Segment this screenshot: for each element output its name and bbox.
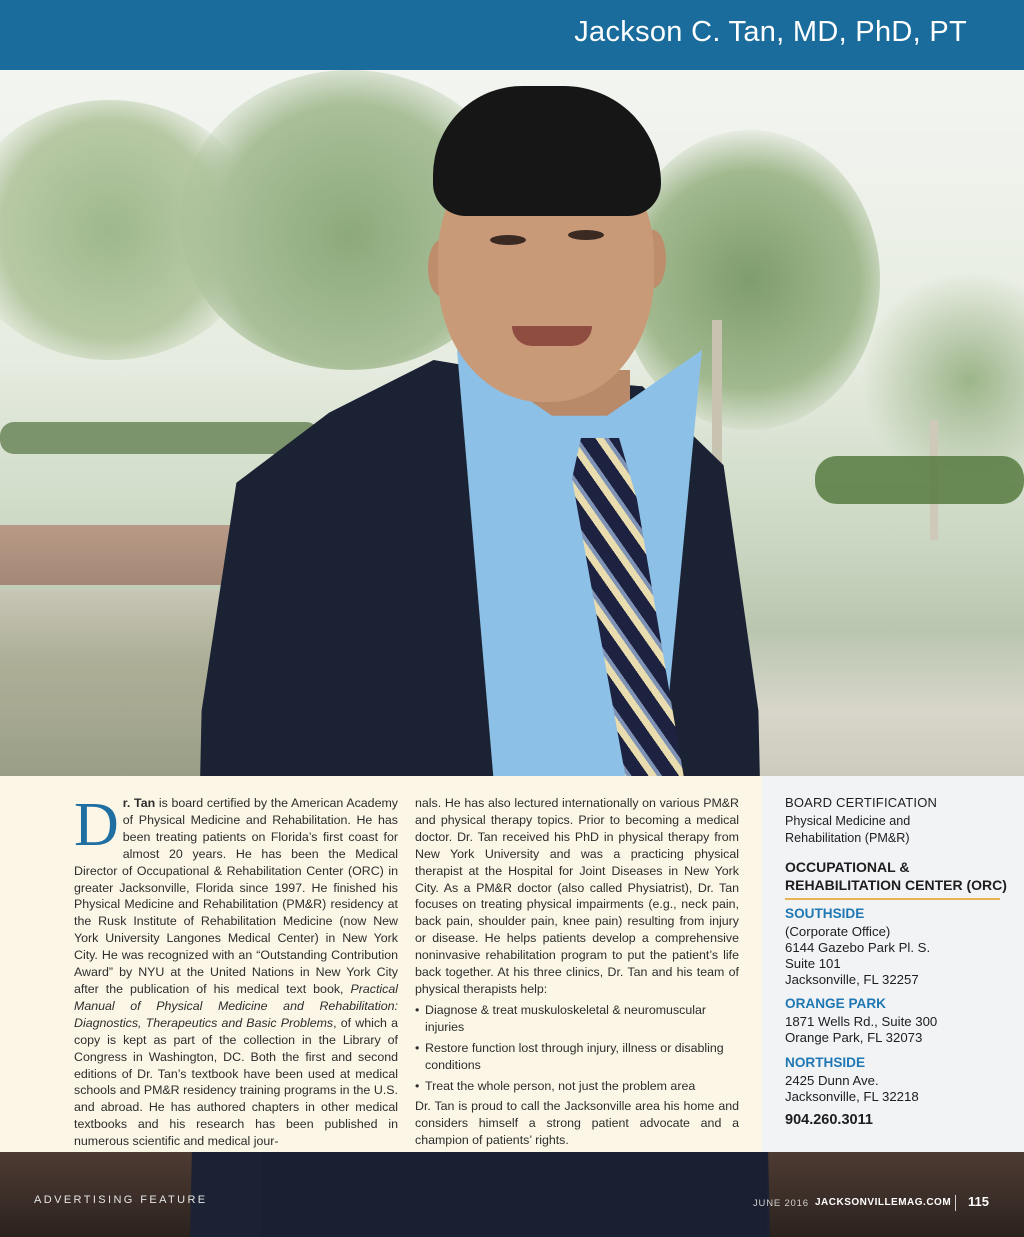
book-title: Practical Manual of Physical Medicine and Rehabilitation: Diagnostics, Therapeutics and Basic Problems — [74, 981, 398, 1030]
location-name: SOUTHSIDE — [785, 906, 865, 921]
phone-number[interactable]: 904.260.3011 — [785, 1112, 873, 1128]
address-line: Orange Park, FL 32073 — [785, 1030, 923, 1045]
article-column-1 — [74, 791, 398, 1150]
footer-divider — [955, 1195, 956, 1211]
eye — [568, 230, 604, 240]
page-number: 115 — [968, 1194, 989, 1209]
address-line: Jacksonville, FL 32218 — [785, 1089, 919, 1104]
advertising-label: ADVERTISING FEATURE — [34, 1194, 208, 1206]
article-paragraph: nals. He has also lectured internationally on various PM&R and physical therapy topics. Prior to becoming a medical doctor. Dr. Tan received his PhD in physical therapy from New York University and was a practicing physical therapist at the Hospital for Joint Diseases in New York City. As a PM&R doctor (also called Physiatrist), Dr. Tan focuses on treating physical impairments (e.g., neck pain, back pain, shoulder pain, knee pain) resulting from injury or disease. He helps patients develop a comprehensive noninvasive rehabilitation program to put the patient’s life back together. At his three clinics, Dr. Tan and his team of physical therapists help: — [415, 796, 739, 996]
paragraph-text: , of which a copy is kept as part of the collection in the Library of Congress in Washington, DC. Both the first and second editions of Dr. Tan’s textbook have been used at medical schools and PM&R residency training programs in the U.S. and abroad. He has authored chapters in other medical textbooks and his research has been published in numerous scientific and medical jour- — [74, 1015, 398, 1149]
article-paragraph — [74, 791, 398, 1150]
website-link[interactable]: JACKSONVILLEMAG.COM — [815, 1197, 952, 1208]
location-address — [785, 924, 1005, 988]
lead-name: r. Tan — [122, 796, 156, 810]
location-address — [785, 1073, 1005, 1105]
page-header — [0, 0, 1024, 70]
hair — [433, 86, 661, 216]
list-item: • Restore function lost through injury, illness or disabling conditions — [415, 1040, 739, 1074]
address-line: 6144 Gazebo Park Pl. S. — [785, 940, 931, 955]
cert-heading: BOARD CERTIFICATION — [785, 795, 938, 810]
eye — [490, 235, 526, 245]
location-address — [785, 1014, 1005, 1046]
location-name: ORANGE PARK — [785, 996, 886, 1011]
divider — [785, 898, 1000, 900]
address-line: 1871 Wells Rd., Suite 300 — [785, 1014, 938, 1029]
list-item: • Diagnose & treat muskuloskeletal & neuromuscular injuries — [415, 1002, 739, 1036]
location-name: NORTHSIDE — [785, 1055, 866, 1070]
hedge — [815, 456, 1024, 504]
suit-lower — [262, 1152, 767, 1237]
address-line: Suite 101 — [785, 956, 841, 971]
address-line: 2425 Dunn Ave. — [785, 1073, 879, 1088]
list-item: • Treat the whole person, not just the problem area — [415, 1078, 739, 1095]
paragraph-text: is board certified by the American Academy of Physical Medicine and Rehabilitation. He has been treating patients on Florida’s first coast for almost 20 years. He has been the Medical Director of Occupational & Rehabilitation Center (ORC) in greater Jacksonville, Florida since 1997. He finished his Physical Medicine and Rehabilitation (PM&R) residency at the Rusk Institute of Rehabilitation Medicine (now New York University Langones Medical Center) in New York City. He was recognized with an “Outstanding Contribution Award” by NYU at the United Nations in New York City after the publication of his medical text book, — [74, 796, 398, 996]
smile — [512, 326, 592, 346]
address-line: Jacksonville, FL 32257 — [785, 972, 919, 987]
article-column-2 — [415, 795, 739, 1149]
orc-heading: OCCUPATIONAL & REHABILITATION CENTER (ORC) — [785, 859, 1007, 893]
issue-date: JUNE 2016 — [753, 1198, 809, 1209]
address-line: (Corporate Office) — [785, 924, 891, 939]
drop-cap: D — [74, 791, 119, 859]
cert-text: Physical Medicine and Rehabilitation (PM&R) — [785, 814, 911, 845]
page-title: Jackson C. Tan, MD, PhD, PT — [574, 16, 967, 48]
services-list — [415, 1002, 739, 1095]
article-paragraph: Dr. Tan is proud to call the Jacksonville area his home and considers himself a strong patient advocate and a champion of patients’ rights. — [415, 1099, 739, 1148]
